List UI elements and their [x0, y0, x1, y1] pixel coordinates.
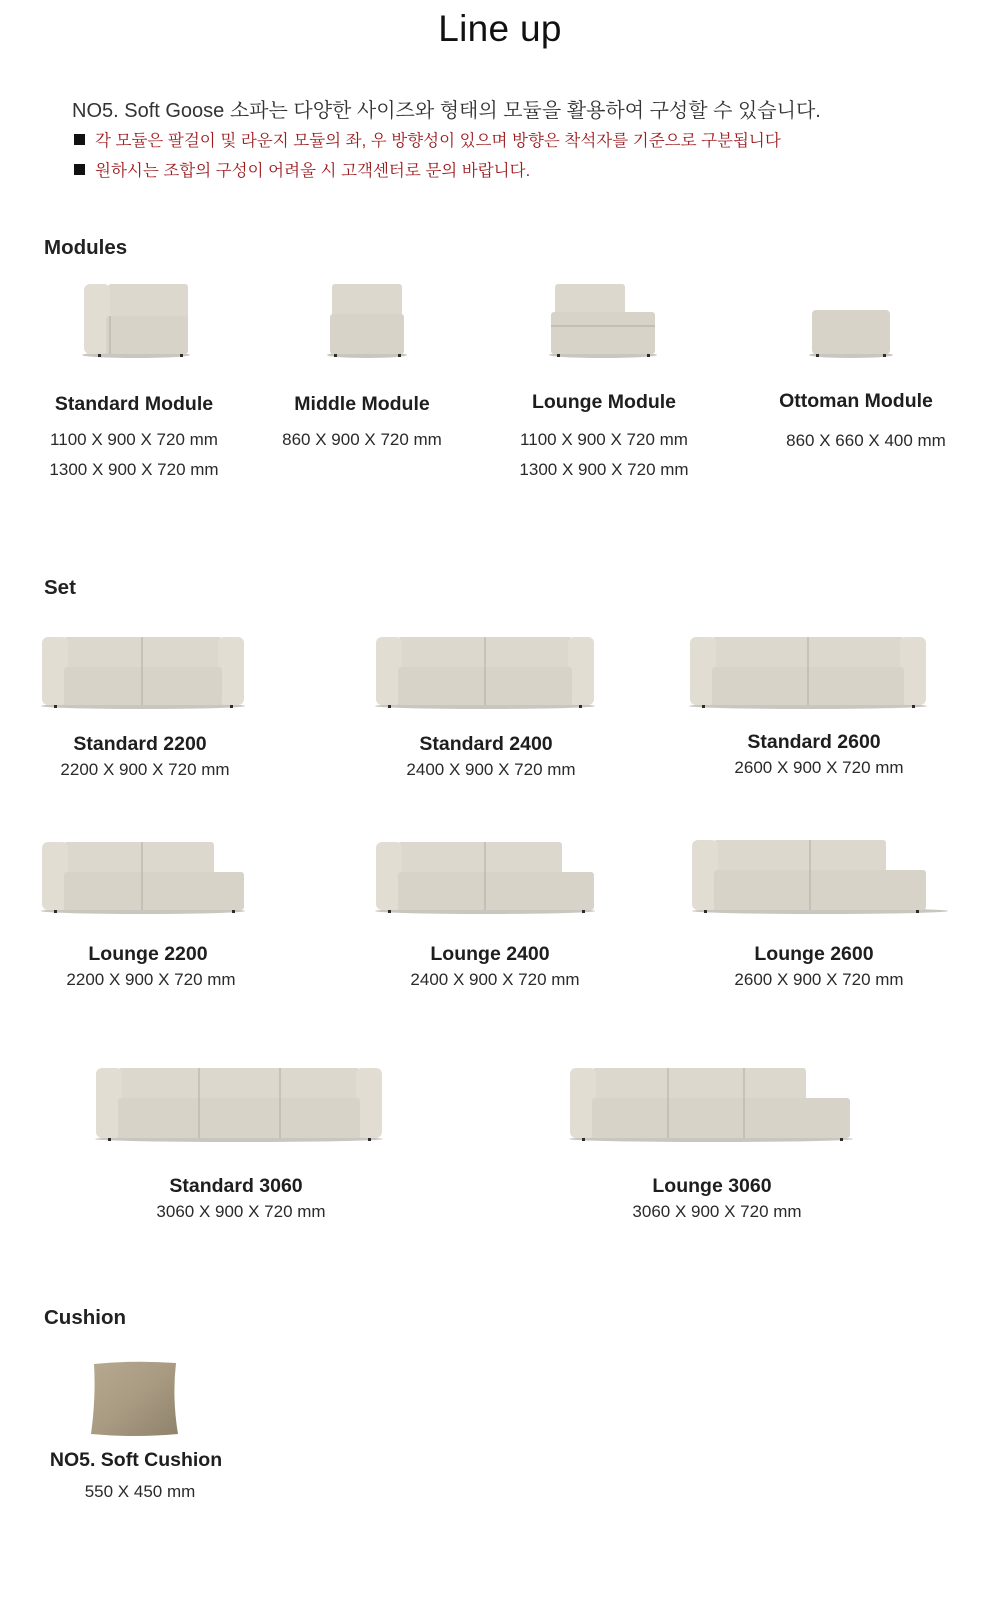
- set-item-standard-2600: [694, 731, 934, 778]
- set-dimension: 2400 X 900 X 720 mm: [406, 760, 576, 779]
- page-title: Line up: [438, 8, 562, 49]
- bullet-square-icon: [74, 164, 85, 175]
- note-direction: [74, 127, 781, 151]
- set-item-lounge-3060: [592, 1175, 832, 1222]
- section-heading-cushion: Cushion: [44, 1306, 126, 1329]
- set-name: Lounge 3060: [652, 1175, 772, 1197]
- set-item-standard-3060: [116, 1175, 356, 1222]
- set-name: Standard 2400: [419, 733, 553, 755]
- module-dimension: 1300 X 900 X 720 mm: [519, 460, 689, 479]
- module-dimension: 1100 X 900 X 720 mm: [50, 430, 218, 449]
- set-dimension: 2200 X 900 X 720 mm: [60, 760, 230, 779]
- standard-2200-image: [40, 635, 246, 711]
- module-item-ottoman: [736, 390, 976, 451]
- set-item-lounge-2400: [370, 943, 610, 990]
- set-dimension: 2600 X 900 X 720 mm: [734, 970, 904, 989]
- module-item-standard: [14, 393, 254, 480]
- set-dimension: 3060 X 900 X 720 mm: [156, 1202, 326, 1221]
- note-text: 각 모듈은 팔걸이 및 라운지 모듈의 좌, 우 방향성이 있으며 방향은 착석자를 기준으로 구분됩니다: [95, 132, 781, 150]
- module-dimension: 860 X 900 X 720 mm: [282, 430, 442, 449]
- set-item-lounge-2200: [28, 943, 268, 990]
- module-dimension: 1100 X 900 X 720 mm: [520, 430, 688, 449]
- set-name: Lounge 2600: [754, 943, 874, 965]
- set-name: Lounge 2400: [430, 943, 550, 965]
- standard-3060-image: [94, 1066, 384, 1144]
- ottoman-module-image: [808, 306, 894, 360]
- set-item-standard-2400: [366, 733, 606, 780]
- module-dimension: 860 X 660 X 400 mm: [786, 431, 946, 450]
- note-text: 원하시는 조합의 구성이 어려울 시 고객센터로 문의 바랍니다.: [95, 162, 531, 180]
- module-name: Lounge Module: [531, 391, 677, 413]
- section-heading-set: Set: [44, 576, 76, 599]
- cushion-item-soft: [16, 1449, 256, 1502]
- lounge-module-image: [547, 282, 659, 360]
- set-name: Standard 3060: [169, 1175, 303, 1197]
- set-dimension: 2400 X 900 X 720 mm: [410, 970, 580, 989]
- set-dimension: 2600 X 900 X 720 mm: [734, 758, 904, 777]
- module-item-lounge: [484, 391, 724, 480]
- cushion-name: NO5. Soft Cushion: [49, 1449, 223, 1471]
- set-name: Lounge 2200: [88, 943, 208, 965]
- section-heading-modules: Modules: [44, 236, 128, 259]
- lounge-2200-image: [40, 840, 246, 916]
- cushion-dimension: 550 X 450 mm: [84, 1482, 196, 1501]
- lounge-3060-image: [568, 1066, 854, 1144]
- bullet-square-icon: [74, 134, 85, 145]
- module-name: Standard Module: [54, 393, 214, 415]
- lounge-2400-image: [374, 840, 596, 916]
- module-item-middle: [242, 393, 482, 450]
- set-name: Standard 2200: [73, 733, 207, 755]
- note-contact: [74, 157, 530, 181]
- middle-module-image: [326, 282, 408, 360]
- module-name: Ottoman Module: [779, 390, 933, 412]
- module-dimension: 1300 X 900 X 720 mm: [49, 460, 219, 479]
- intro-text: NO5. Soft Goose 소파는 다양한 사이즈와 형태의 모듈을 활용하여 구성할 수 있습니다.: [72, 100, 821, 122]
- set-name: Standard 2600: [747, 731, 881, 753]
- set-dimension: 3060 X 900 X 720 mm: [632, 1202, 802, 1221]
- standard-2400-image: [374, 635, 596, 711]
- module-name: Middle Module: [294, 393, 430, 415]
- standard-2600-image: [688, 635, 928, 711]
- set-item-standard-2200: [20, 733, 260, 780]
- lounge-2600-image: [690, 838, 950, 916]
- set-dimension: 2200 X 900 X 720 mm: [66, 970, 236, 989]
- standard-module-image: [80, 282, 192, 360]
- set-item-lounge-2600: [694, 943, 934, 990]
- soft-cushion-image: [88, 1360, 180, 1438]
